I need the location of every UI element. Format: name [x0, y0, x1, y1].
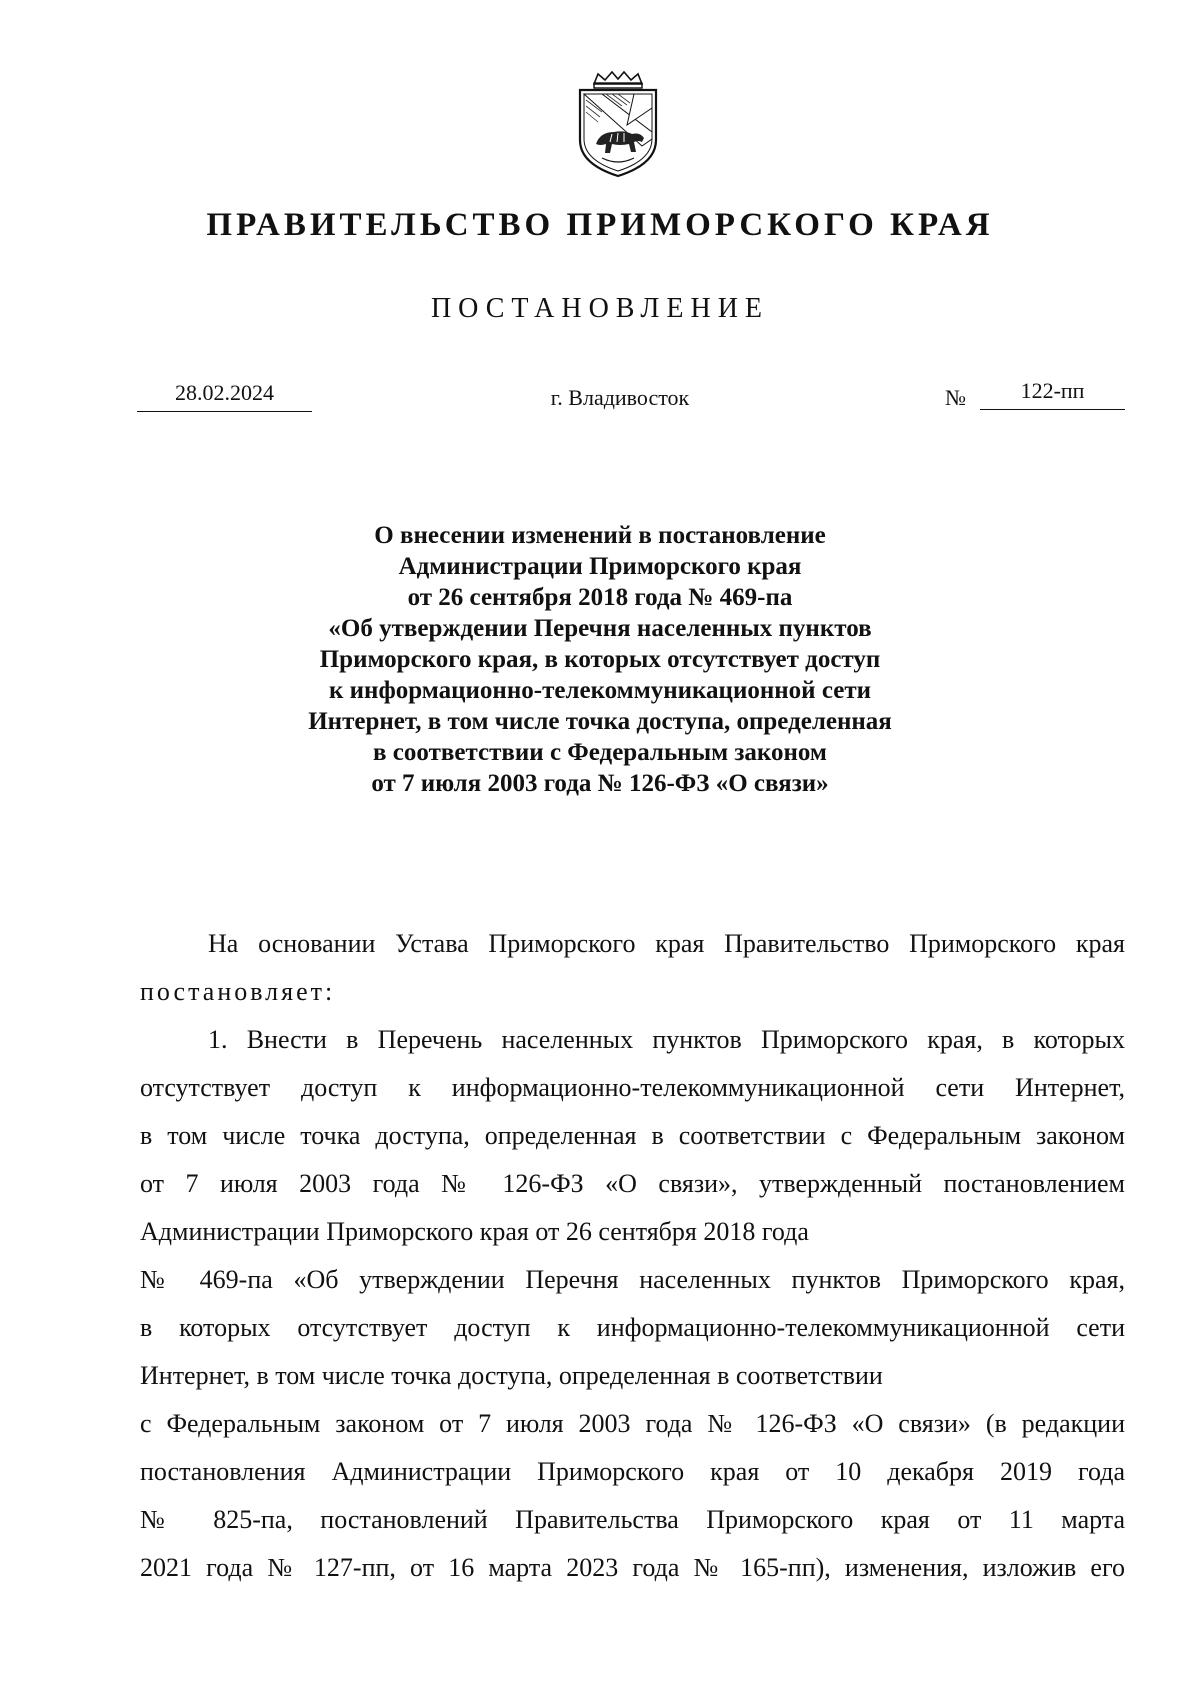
document-date: 28.02.2024 [137, 375, 312, 412]
word: 26 [565, 1217, 592, 1246]
subject-line: к информационно-телекоммуникационной сети [328, 677, 872, 704]
decree-word: постановляет: [140, 977, 336, 1006]
paragraph-1-line: 1. Внести в Перечень населенных пунктов Приморского края, в которых [208, 1025, 1125, 1054]
word: года [761, 1217, 809, 1246]
paragraph-1-line: 2021 года № 127-пп, от 16 марта 2023 года № 165-пп), изменения, изложив его [140, 1553, 1125, 1582]
word: края [479, 1217, 529, 1246]
subject-line: от 26 сентября 2018 года № 469-па [407, 584, 793, 611]
word: точка [391, 1361, 452, 1390]
subject-line: Администрации Приморского края [398, 553, 802, 580]
document-city: г. Владивосток [550, 385, 690, 410]
document-number: 122-пп [980, 373, 1125, 410]
document-type-title: ПОСТАНОВЛЕНИЕ [430, 293, 770, 324]
subject-line: О внесении изменений в постановление [374, 522, 826, 549]
word: определенная [558, 1361, 711, 1390]
word: Администрации [140, 1217, 320, 1246]
coat-of-arms-emblem [572, 70, 664, 180]
word: соответствии [735, 1361, 883, 1390]
paragraph-1-line: в том числе точка доступа, определенная в соответствии с Федеральным законом [140, 1121, 1125, 1150]
document-subject [0, 520, 1200, 799]
subject-line: Приморского края, в которых отсутствует доступ [319, 646, 881, 673]
paragraph-1-line [140, 1208, 1125, 1256]
subject-line: от 7 июля 2003 года № 126-ФЗ «О связи» [371, 770, 829, 797]
paragraph-1-line: в которых отсутствует доступ к информационно-телекоммуникационной сети [140, 1313, 1125, 1342]
paragraph-1-line: постановления Администрации Приморского края от 10 декабря 2019 года [140, 1457, 1125, 1486]
subject-line: Интернет, в том числе точка доступа, определенная [308, 708, 892, 735]
word: в [256, 1361, 269, 1390]
subject-line: «Об утверждении Перечня населенных пунктов [328, 615, 872, 642]
word: числе [321, 1361, 385, 1390]
number-sign: № [945, 385, 966, 410]
word: в [717, 1361, 730, 1390]
word: доступа, [457, 1361, 553, 1390]
paragraph-1-line: № 825-па, постановлений Правительства Приморского края от 11 марта [140, 1505, 1125, 1534]
subject-line: в соответствии с Федеральным законом [373, 739, 827, 766]
government-title: ПРАВИТЕЛЬСТВО ПРИМОРСКОГО КРАЯ [206, 207, 994, 243]
paragraph-1-line: с Федеральным законом от 7 июля 2003 года № 126-ФЗ «О связи» (в редакции [140, 1409, 1125, 1438]
word: 2018 [703, 1217, 756, 1246]
intro-text-line: На основании Устава Приморского края Правительство Приморского края [208, 929, 1125, 958]
word: том [275, 1361, 316, 1390]
word: Интернет, [140, 1361, 250, 1390]
paragraph-1-line: № 469-па «Об утверждении Перечня населенных пунктов Приморского края, [140, 1265, 1125, 1294]
paragraph-1-line: от 7 июля 2003 года № 126-ФЗ «О связи», утвержденный постановлением [140, 1169, 1125, 1198]
word: Приморского [326, 1217, 474, 1246]
document-body [140, 920, 1125, 1592]
paragraph-1-line [140, 1352, 1125, 1400]
word: от [535, 1217, 560, 1246]
word: сентября [598, 1217, 697, 1246]
paragraph-1-line: отсутствует доступ к информационно-телекоммуникационной сети Интернет, [140, 1073, 1125, 1102]
